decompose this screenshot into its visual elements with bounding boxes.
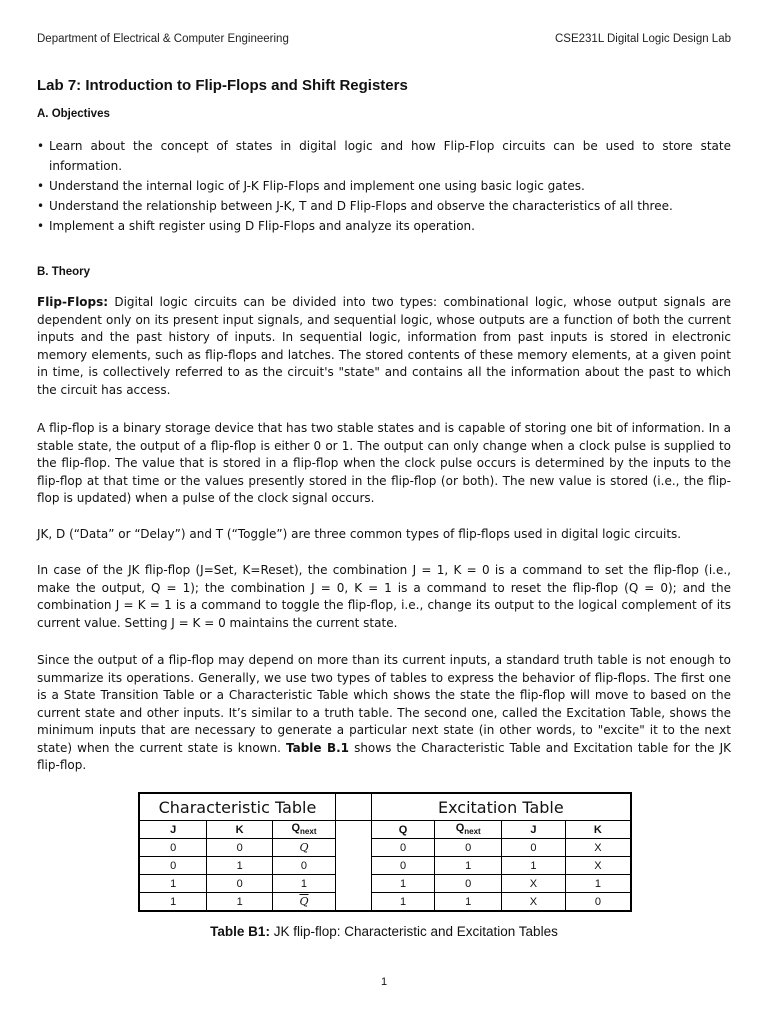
table-spacer bbox=[335, 793, 371, 821]
list-item: • Implement a shift register using D Flip-Flops and analyze its operation. bbox=[37, 216, 731, 236]
header-course: CSE231L Digital Logic Design Lab bbox=[554, 33, 731, 45]
theory-paragraph-binary-storage: A flip-flop is a binary storage device that has two stable states and is capable of storing one bit of information. In a stable state, the output of a flip-flop is either 0 or 1. The output can only change when a clock pulse is supplied to the flip-flop. The value that is stored in a flip-flop when the clock pulse occurs is determined by the inputs to the flip-flop at that time or the values presently stored in the flip-flop (or both). The new value is stored (i.e., the flip-flop is updated) when a pulse of the clock signal occurs. bbox=[37, 421, 731, 505]
page-title: Lab 7: Introduction to Flip-Flops and Shift Registers bbox=[37, 77, 408, 94]
col-header-qnext: $Q_{next}$ bbox=[435, 821, 502, 839]
table-header-row bbox=[139, 821, 631, 839]
table-row: 0 1 0 0 1 1 X bbox=[139, 857, 631, 875]
col-header-k: K bbox=[207, 821, 273, 839]
theory-paragraph-flipflops: Flip-Flops: Digital logic circuits can be divided into two types: combinational logic, whose output signals are dependent only on its present input signals, and sequential logic, whose outputs are a function of both the current inputs and the past history of inputs. In sequential logic, information from past inputs is stored in electronic memory elements, such as flip-flops and latches. The stored contents of these memory elements, at a given point in time, is collectively referred to as the circuit's "state" and contains all the information about the past to which the circuit has access. bbox=[37, 295, 731, 397]
list-item: • Understand the internal logic of J-K Flip-Flops and implement one using basic logic gates. bbox=[37, 176, 731, 196]
col-header-j: J bbox=[139, 821, 207, 839]
theory-paragraph-jk: In case of the JK flip-flop (J=Set, K=Reset), the combination J = 1, K = 0 is a command to set the flip-flop (i.e., make the output, Q = 1); the combination J = 0, K = 1 is a command to reset the flip-flop (Q = 0); and the combination J = K = 1 is a command to toggle the flip-flop, i.e., change its output to the logical complement of its current value. Setting J = K = 0 maintains the current state. bbox=[37, 563, 731, 630]
table-caption: Table B1: JK flip-flop: Characteristic and Excitation Tables bbox=[210, 924, 558, 939]
bullet-icon: • bbox=[37, 179, 45, 193]
q-symbol: Q bbox=[273, 839, 336, 857]
list-item: • Learn about the concept of states in digital logic and how Flip-Flop circuits can be used to store state information. bbox=[37, 136, 731, 176]
theory-heading: B. Theory bbox=[37, 266, 91, 278]
jk-flipflop-table bbox=[138, 792, 632, 912]
table-spacer bbox=[335, 821, 371, 839]
col-header-k: K bbox=[565, 821, 631, 839]
table-row: 0 0 Q 0 0 0 X bbox=[139, 839, 631, 857]
page-number: 1 bbox=[380, 976, 388, 988]
theory-paragraph-types: JK, D (“Data” or “Delay”) and T (“Toggle”) are three common types of flip-flops used in digital logic circuits. bbox=[37, 527, 682, 541]
bullet-icon: • bbox=[37, 139, 45, 153]
col-header-qnext: $Q_{next}$ bbox=[273, 821, 336, 839]
q-bar-symbol: $\overline{Q}$ bbox=[273, 893, 336, 912]
list-item: • Understand the relationship between J-K, T and D Flip-Flops and observe the characteristics of all three. bbox=[37, 196, 731, 216]
objectives-heading: A. Objectives bbox=[37, 108, 110, 120]
bullet-icon: • bbox=[37, 199, 45, 213]
bullet-icon: • bbox=[37, 219, 45, 233]
objectives-list bbox=[37, 136, 731, 236]
excitation-table-title: Excitation Table bbox=[371, 793, 631, 821]
col-header-j: J bbox=[502, 821, 566, 839]
table-row: 1 1 $\overline{Q}$ 1 1 X 0 bbox=[139, 893, 631, 912]
header-department: Department of Electrical & Computer Engineering bbox=[37, 33, 289, 45]
characteristic-table-title: Characteristic Table bbox=[139, 793, 335, 821]
col-header-q: Q bbox=[371, 821, 435, 839]
theory-paragraph-tables: Since the output of a flip-flop may depend on more than its current inputs, a standard truth table is not enough to summarize its operations. Generally, we use two types of tables to express the behavior of flip-flops. The first one is a State Transition Table or a Characteristic Table which shows the state the flip-flop will move to based on the current state and other inputs. It’s similar to a truth table. The second one, called the Excitation Table, shows the minimum inputs that are necessary to generate a particular next state (in other words, to "excite" it to the next state) when the current state is known. Table B.1 shows the Characteristic Table and Excitation table for the JK flip-flop. bbox=[37, 653, 732, 772]
table-row: 1 0 1 1 0 X 1 bbox=[139, 875, 631, 893]
